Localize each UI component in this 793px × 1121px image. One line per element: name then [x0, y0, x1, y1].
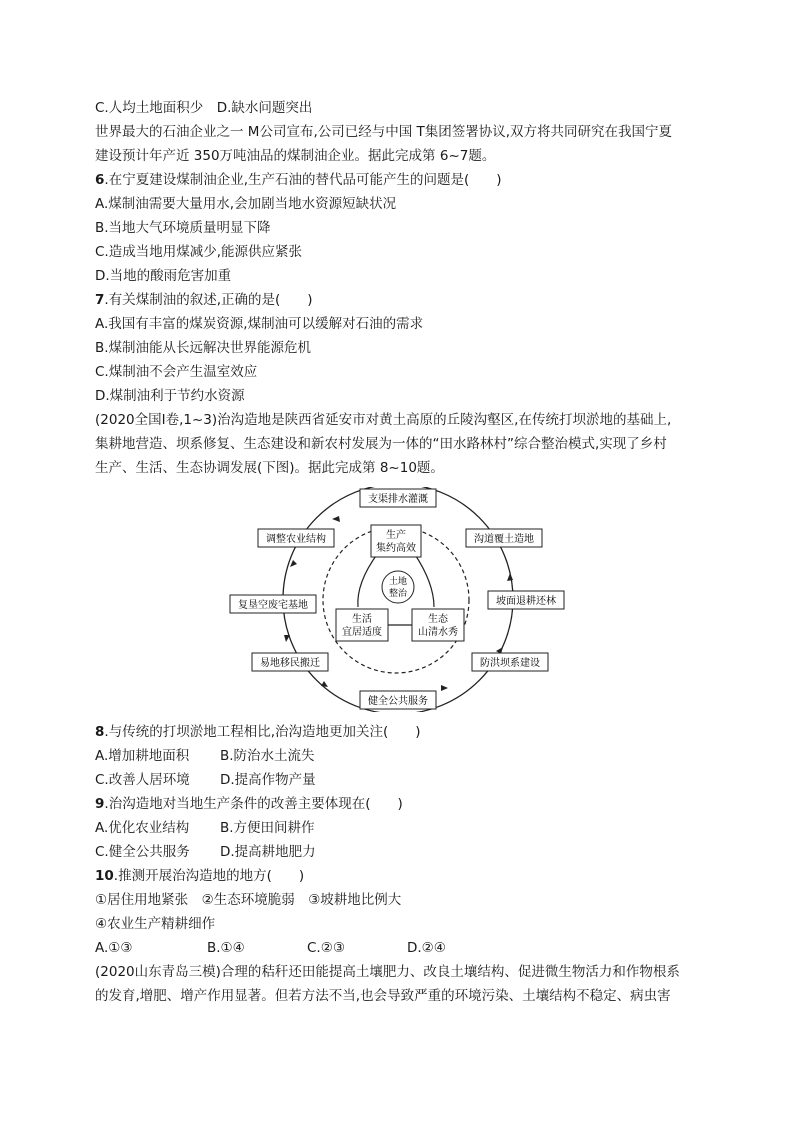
outer-label-6: 复垦空废宅基地: [238, 600, 308, 611]
question-number: 9: [95, 796, 105, 812]
q8-option-c: C.改善人居环境: [95, 772, 190, 788]
outer-label-5: 易地移民搬迁: [260, 658, 320, 669]
q9-option-b: B.方便田间耕作: [220, 820, 315, 836]
q10-option-a: A.①③: [95, 940, 133, 956]
diagram-svg: [228, 487, 566, 712]
q7-option-c: C.煤制油不会产生温室效应: [95, 364, 258, 380]
arrow-marker: [507, 573, 513, 581]
question-number: 8: [95, 724, 105, 740]
passage-1-line-2: 建设预计年产近 350万吨油品的煤制油企业。据此完成第 6~7题。: [95, 148, 496, 164]
q9-option-a: A.优化农业结构: [95, 820, 190, 836]
question-stem: .推测开展治沟造地的地方( ): [113, 868, 305, 884]
q6-option-a: A.煤制油需要大量用水,会加剧当地水资源短缺状况: [95, 196, 397, 212]
q10-items-line-1: ①居住用地紧张 ②生态环境脆弱 ③坡耕地比例大: [95, 892, 402, 908]
passage-2-line-1: (2020全国Ⅰ卷,1~3)治沟造地是陕西省延安市对黄土高原的丘陵沟壑区,在传统打坝淤地的基础上,: [95, 412, 672, 428]
connector-arc: [414, 553, 434, 607]
question-7: [95, 290, 313, 310]
arrow-marker: [284, 635, 290, 642]
q6-option-c: C.造成当地用煤减少,能源供应紧张: [95, 244, 303, 260]
q7-option-a: A.我国有丰富的煤炭资源,煤制油可以缓解对石油的需求: [95, 316, 424, 332]
q10-options: [95, 938, 446, 958]
outer-label-1: 沟道覆土造地: [474, 534, 534, 545]
line-1: C.人均土地面积少 D.缺水问题突出: [95, 100, 313, 116]
passage-2-line-3: 生产、生活、生态协调发展(下图)。据此完成第 8~10题。: [95, 460, 444, 476]
box-living-l1: 生活: [352, 614, 372, 625]
q7-option-d: D.煤制油利于节约水资源: [95, 388, 245, 404]
passage-1-line-1: 世界最大的石油企业之一 M公司宣布,公司已经与中国 T集团签署协议,双方将共同研究在我国宁夏: [95, 124, 673, 140]
arrow-marker: [332, 516, 340, 522]
q9-option-c: C.健全公共服务: [95, 844, 190, 860]
q9-options-row-2: [95, 842, 316, 862]
box-ecology-l1: 生态: [428, 614, 448, 625]
question-9: [95, 794, 403, 814]
q9-option-d: D.提高耕地肥力: [220, 844, 316, 860]
q7-option-b: B.煤制油能从长远解决世界能源危机: [95, 340, 312, 356]
question-stem: .有关煤制油的叙述,正确的是( ): [104, 292, 313, 308]
q6-option-d: D.当地的酸雨危害加重: [95, 268, 232, 284]
passage-2-line-2: 集耕地营造、坝系修复、生态建设和新农村发展为一体的“田水路林村”综合整治模式,实现了乡村: [95, 436, 667, 452]
q8-option-a: A.增加耕地面积: [95, 748, 190, 764]
q10-items-line-2: ④农业生产精耕细作: [95, 916, 216, 932]
box-production-l2: 集约高效: [376, 543, 416, 554]
question-stem: .在宁夏建设煤制油企业,生产石油的替代品可能产生的问题是( ): [104, 172, 502, 188]
box-production-l1: 生产: [386, 530, 406, 541]
question-number: 7: [95, 292, 105, 308]
q8-options-row-1: [95, 746, 315, 766]
question-10: [95, 866, 304, 886]
q10-option-b: B.①④: [207, 940, 245, 956]
q10-option-d: D.②④: [407, 940, 446, 956]
outer-label-4: 健全公共服务: [368, 696, 428, 707]
arrow-marker: [321, 681, 328, 687]
connector-arc: [358, 553, 378, 607]
q10-option-c: C.②③: [307, 940, 345, 956]
arrow-marker: [290, 560, 297, 567]
question-8: [95, 722, 421, 742]
question-number: 6: [95, 172, 105, 188]
q8-option-d: D.提高作物产量: [220, 772, 316, 788]
q6-option-b: B.当地大气环境质量明显下降: [95, 220, 271, 236]
land-remediation-diagram: [228, 487, 566, 712]
question-stem: .与传统的打坝淤地工程相比,治沟造地更加关注( ): [104, 724, 421, 740]
outer-label-0: 支渠排水灌溉: [368, 494, 428, 505]
q9-options-row-1: [95, 818, 315, 838]
question-6: [95, 170, 502, 190]
question-number: 10: [95, 868, 114, 884]
box-ecology-l2: 山清水秀: [418, 627, 458, 638]
arrow-marker: [441, 685, 448, 691]
outer-label-3: 防洪坝系建设: [480, 658, 540, 669]
q8-option-b: B.防治水土流失: [220, 748, 315, 764]
passage-3-line-1: (2020山东青岛三模)合理的秸秆还田能提高土壤肥力、改良土壤结构、促进微生物活力和作物根系: [95, 964, 680, 980]
q8-options-row-2: [95, 770, 316, 790]
center-l2: 整治: [388, 589, 408, 599]
passage-3-line-2: 的发育,增肥、增产作用显著。但若方法不当,也会导致严重的环境污染、土壤结构不稳定、病虫害: [95, 988, 671, 1004]
question-stem: .治沟造地对当地生产条件的改善主要体现在( ): [104, 796, 403, 812]
outer-label-2: 坡面退耕还林: [496, 596, 556, 607]
outer-label-7: 调整农业结构: [266, 534, 326, 545]
box-living-l2: 宜居适度: [342, 627, 382, 638]
center-l1: 土地: [388, 577, 408, 587]
